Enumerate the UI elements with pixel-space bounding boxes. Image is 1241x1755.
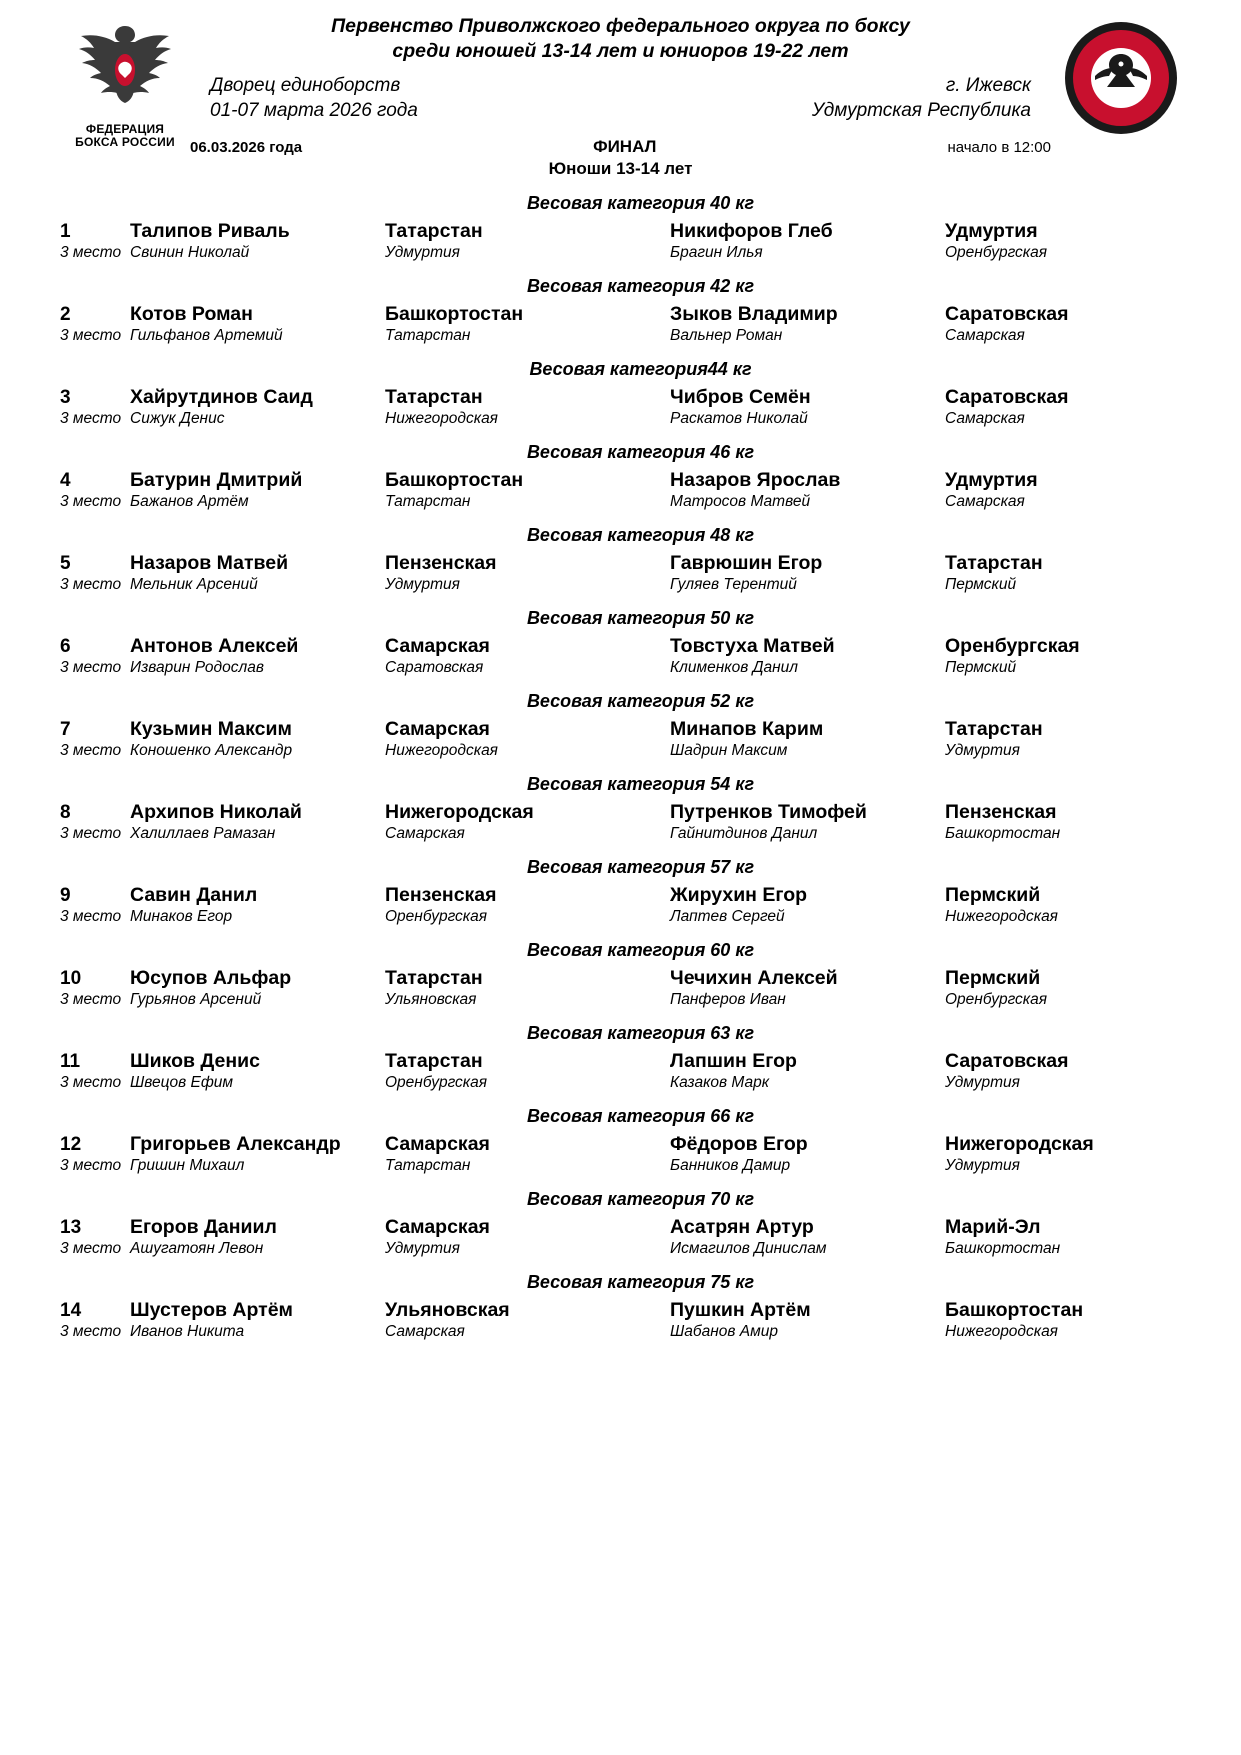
third-place-row bbox=[60, 825, 1181, 843]
second-place-name: Асатрян Артур bbox=[670, 1216, 814, 1239]
event-title-line1: Первенство Приволжского федерального округа по боксу bbox=[331, 15, 910, 37]
third-place-name-1: Бажанов Артём bbox=[130, 493, 249, 511]
third-place-region-2: Самарская bbox=[945, 327, 1025, 345]
venue-name: Дворец единоборств bbox=[210, 74, 401, 96]
third-place-label: 3 место bbox=[60, 908, 122, 926]
third-place-region-2: Пермский bbox=[945, 576, 1017, 594]
third-place-region-2: Нижегородская bbox=[945, 1323, 1058, 1341]
third-place-label: 3 место bbox=[60, 1074, 122, 1092]
weight-category-title: Весовая категория 48 кг bbox=[526, 525, 755, 546]
third-place-region-2: Нижегородская bbox=[945, 908, 1058, 926]
weight-category-block bbox=[60, 691, 1181, 760]
second-place-name: Чибров Семён bbox=[670, 386, 811, 409]
third-place-row bbox=[60, 659, 1181, 677]
first-place-name: Юсупов Альфар bbox=[130, 967, 292, 990]
session-stage: ФИНАЛ bbox=[593, 137, 657, 157]
udmurtia-boxing-logo bbox=[1061, 18, 1181, 138]
third-place-row bbox=[60, 244, 1181, 262]
first-place-name: Талипов Риваль bbox=[130, 220, 290, 243]
first-place-name: Григорьев Александр bbox=[130, 1133, 341, 1156]
winner-row bbox=[60, 801, 1181, 824]
third-place-row bbox=[60, 493, 1181, 511]
third-place-name-1: Коношенко Александр bbox=[130, 742, 293, 760]
third-place-region-1: Самарская bbox=[385, 1323, 465, 1341]
third-place-name-2: Шадрин Максим bbox=[670, 742, 788, 760]
third-place-name-1: Гурьянов Арсений bbox=[130, 991, 262, 1009]
third-place-region-2: Удмуртия bbox=[945, 742, 1020, 760]
third-place-name-2: Гуляев Терентий bbox=[670, 576, 797, 594]
second-place-region: Удмуртия bbox=[945, 220, 1038, 243]
weight-category-title: Весовая категория44 кг bbox=[529, 359, 752, 380]
third-place-region-1: Татарстан bbox=[385, 327, 471, 345]
third-place-name-2: Гайнитдинов Данил bbox=[670, 825, 818, 843]
weight-category-block bbox=[60, 442, 1181, 511]
bout-number: 10 bbox=[60, 968, 82, 990]
second-place-name: Чечихин Алексей bbox=[670, 967, 838, 990]
second-place-region: Пермский bbox=[945, 884, 1041, 907]
weight-category-list bbox=[60, 193, 1181, 1341]
first-place-region: Татарстан bbox=[385, 1050, 483, 1073]
third-place-name-2: Раскатов Николай bbox=[670, 410, 808, 428]
bout-number: 11 bbox=[60, 1051, 81, 1073]
third-place-region-2: Башкортостан bbox=[945, 1240, 1061, 1258]
bout-number: 2 bbox=[60, 304, 71, 326]
first-place-region: Ульяновская bbox=[385, 1299, 510, 1322]
second-place-name: Зыков Владимир bbox=[670, 303, 838, 326]
third-place-region-1: Удмуртия bbox=[385, 1240, 460, 1258]
bout-number: 12 bbox=[60, 1134, 82, 1156]
third-place-region-2: Самарская bbox=[945, 410, 1025, 428]
first-place-name: Батурин Дмитрий bbox=[130, 469, 303, 492]
weight-category-block bbox=[60, 774, 1181, 843]
first-place-name: Котов Роман bbox=[130, 303, 253, 326]
weight-category-block bbox=[60, 857, 1181, 926]
third-place-name-1: Гришин Михаил bbox=[130, 1157, 245, 1175]
first-place-name: Назаров Матвей bbox=[130, 552, 289, 575]
winner-row bbox=[60, 1299, 1181, 1322]
third-place-region-1: Татарстан bbox=[385, 493, 471, 511]
third-place-label: 3 место bbox=[60, 410, 122, 428]
third-place-label: 3 место bbox=[60, 576, 122, 594]
weight-category-title: Весовая категория 66 кг bbox=[526, 1106, 755, 1127]
first-place-name: Егоров Даниил bbox=[130, 1216, 277, 1239]
third-place-name-1: Иванов Никита bbox=[130, 1323, 245, 1341]
first-place-name: Савин Данил bbox=[130, 884, 258, 907]
weight-category-block bbox=[60, 193, 1181, 262]
third-place-row bbox=[60, 908, 1181, 926]
weight-category-title: Весовая категория 52 кг bbox=[526, 691, 755, 712]
third-place-region-2: Оренбургская bbox=[945, 991, 1048, 1009]
third-place-name-2: Казаков Марк bbox=[670, 1074, 770, 1092]
weight-category-title: Весовая категория 70 кг bbox=[526, 1189, 755, 1210]
second-place-region: Марий-Эл bbox=[945, 1216, 1041, 1239]
bout-number: 3 bbox=[60, 387, 71, 409]
bout-number: 5 bbox=[60, 553, 71, 575]
second-place-region: Пензенская bbox=[945, 801, 1057, 824]
bout-number: 1 bbox=[60, 221, 71, 243]
second-place-region: Башкортостан bbox=[945, 1299, 1084, 1322]
third-place-label: 3 место bbox=[60, 1323, 122, 1341]
winner-row bbox=[60, 1050, 1181, 1073]
third-place-row bbox=[60, 991, 1181, 1009]
third-place-label: 3 место bbox=[60, 825, 122, 843]
third-place-row bbox=[60, 1157, 1181, 1175]
eagle-icon bbox=[70, 20, 180, 116]
first-place-region: Башкортостан bbox=[385, 469, 524, 492]
first-place-region: Пензенская bbox=[385, 552, 497, 575]
second-place-name: Путренков Тимофей bbox=[670, 801, 867, 824]
russian-boxing-federation-logo bbox=[60, 20, 190, 149]
bout-number: 8 bbox=[60, 802, 71, 824]
event-title bbox=[210, 14, 1031, 64]
second-place-region: Татарстан bbox=[945, 552, 1043, 575]
third-place-name-2: Банников Дамир bbox=[670, 1157, 791, 1175]
weight-category-block bbox=[60, 1106, 1181, 1175]
weight-category-block bbox=[60, 1189, 1181, 1258]
event-city: г. Ижевск bbox=[945, 74, 1031, 96]
second-place-region: Удмуртия bbox=[945, 469, 1038, 492]
second-place-region: Саратовская bbox=[945, 303, 1069, 326]
third-place-region-1: Нижегородская bbox=[385, 742, 498, 760]
second-place-region: Оренбургская bbox=[945, 635, 1080, 658]
bout-number: 13 bbox=[60, 1217, 82, 1239]
third-place-region-1: Саратовская bbox=[385, 659, 484, 677]
second-place-name: Лапшин Егор bbox=[670, 1050, 797, 1073]
second-place-name: Фёдоров Егор bbox=[670, 1133, 808, 1156]
weight-category-block bbox=[60, 359, 1181, 428]
third-place-name-1: Ашугатоян Левон bbox=[130, 1240, 264, 1258]
third-place-region-2: Башкортостан bbox=[945, 825, 1061, 843]
third-place-region-2: Пермский bbox=[945, 659, 1017, 677]
third-place-name-1: Минаков Егор bbox=[130, 908, 233, 926]
bout-number: 4 bbox=[60, 470, 71, 492]
federation-name-line1: ФЕДЕРАЦИЯ bbox=[85, 122, 165, 136]
first-place-name: Архипов Николай bbox=[130, 801, 302, 824]
second-place-region: Татарстан bbox=[945, 718, 1043, 741]
bout-number: 14 bbox=[60, 1300, 82, 1322]
weight-category-title: Весовая категория 63 кг bbox=[526, 1023, 755, 1044]
document-header bbox=[60, 14, 1181, 179]
weight-category-block bbox=[60, 1272, 1181, 1341]
weight-category-title: Весовая категория 46 кг bbox=[526, 442, 755, 463]
third-place-region-1: Ульяновская bbox=[385, 991, 477, 1009]
third-place-row bbox=[60, 410, 1181, 428]
winner-row bbox=[60, 386, 1181, 409]
third-place-region-1: Удмуртия bbox=[385, 576, 460, 594]
winner-row bbox=[60, 967, 1181, 990]
weight-category-title: Весовая категория 54 кг bbox=[526, 774, 755, 795]
winner-row bbox=[60, 220, 1181, 243]
bout-number: 6 bbox=[60, 636, 71, 658]
session-meta-row bbox=[190, 137, 1051, 157]
third-place-name-1: Халиллаев Рамазан bbox=[130, 825, 276, 843]
third-place-region-1: Оренбургская bbox=[385, 908, 488, 926]
event-title-line2: среди юношей 13-14 лет и юниоров 19-22 лет bbox=[392, 39, 849, 62]
federation-name-line2: БОКСА РОССИИ bbox=[75, 135, 175, 150]
weight-category-title: Весовая категория 40 кг bbox=[526, 193, 755, 214]
second-place-name: Товстуха Матвей bbox=[670, 635, 835, 658]
winner-row bbox=[60, 1133, 1181, 1156]
weight-category-block bbox=[60, 525, 1181, 594]
second-place-region: Пермский bbox=[945, 967, 1041, 990]
weight-category-block bbox=[60, 940, 1181, 1009]
event-dates: 01-07 марта 2026 года bbox=[210, 99, 418, 121]
third-place-row bbox=[60, 1074, 1181, 1092]
event-republic: Удмуртская Республика bbox=[811, 99, 1031, 121]
winner-row bbox=[60, 718, 1181, 741]
third-place-name-1: Свинин Николай bbox=[130, 244, 250, 262]
second-place-name: Гаврюшин Егор bbox=[670, 552, 823, 575]
first-place-name: Антонов Алексей bbox=[130, 635, 299, 658]
first-place-region: Башкортостан bbox=[385, 303, 524, 326]
third-place-region-1: Татарстан bbox=[385, 1157, 471, 1175]
third-place-name-1: Мельник Арсений bbox=[130, 576, 258, 594]
third-place-label: 3 место bbox=[60, 742, 122, 760]
third-place-name-2: Брагин Илья bbox=[670, 244, 763, 262]
third-place-name-1: Гильфанов Артемий bbox=[130, 327, 283, 345]
first-place-region: Нижегородская bbox=[385, 801, 534, 824]
bout-number: 7 bbox=[60, 719, 71, 741]
second-place-name: Минапов Карим bbox=[670, 718, 824, 741]
second-place-name: Никифоров Глеб bbox=[670, 220, 833, 243]
second-place-name: Назаров Ярослав bbox=[670, 469, 841, 492]
third-place-row bbox=[60, 327, 1181, 345]
third-place-region-1: Оренбургская bbox=[385, 1074, 488, 1092]
second-place-name: Жирухин Егор bbox=[670, 884, 808, 907]
first-place-name: Шустеров Артём bbox=[130, 1299, 293, 1322]
session-date: 06.03.2026 года bbox=[190, 139, 303, 157]
third-place-row bbox=[60, 576, 1181, 594]
second-place-region: Саратовская bbox=[945, 386, 1069, 409]
third-place-label: 3 место bbox=[60, 244, 122, 262]
third-place-label: 3 место bbox=[60, 1157, 122, 1175]
third-place-name-1: Швецов Ефим bbox=[130, 1074, 234, 1092]
third-place-name-2: Панферов Иван bbox=[670, 991, 786, 1009]
weight-category-title: Весовая категория 60 кг bbox=[526, 940, 755, 961]
second-place-region: Саратовская bbox=[945, 1050, 1069, 1073]
third-place-name-2: Исмагилов Динислам bbox=[670, 1240, 827, 1258]
venue-location-row bbox=[210, 74, 1031, 123]
weight-category-title: Весовая категория 57 кг bbox=[526, 857, 755, 878]
first-place-name: Шиков Денис bbox=[130, 1050, 260, 1073]
third-place-row bbox=[60, 742, 1181, 760]
winner-row bbox=[60, 303, 1181, 326]
third-place-region-2: Удмуртия bbox=[945, 1157, 1020, 1175]
third-place-label: 3 место bbox=[60, 493, 122, 511]
third-place-region-1: Нижегородская bbox=[385, 410, 498, 428]
weight-category-block bbox=[60, 276, 1181, 345]
first-place-region: Самарская bbox=[385, 1133, 490, 1156]
third-place-name-2: Матросов Матвей bbox=[670, 493, 811, 511]
winner-row bbox=[60, 469, 1181, 492]
first-place-region: Татарстан bbox=[385, 386, 483, 409]
third-place-name-1: Сижук Денис bbox=[130, 410, 225, 428]
winner-row bbox=[60, 884, 1181, 907]
session-start-time: начало в 12:00 bbox=[947, 139, 1051, 157]
first-place-name: Хайрутдинов Саид bbox=[130, 386, 313, 409]
second-place-name: Пушкин Артём bbox=[670, 1299, 811, 1322]
winner-row bbox=[60, 1216, 1181, 1239]
third-place-row bbox=[60, 1323, 1181, 1341]
third-place-name-2: Шабанов Амир bbox=[670, 1323, 778, 1341]
weight-category-title: Весовая категория 50 кг bbox=[526, 608, 755, 629]
third-place-region-2: Оренбургская bbox=[945, 244, 1048, 262]
winner-row bbox=[60, 552, 1181, 575]
weight-category-block bbox=[60, 608, 1181, 677]
third-place-name-2: Клименков Данил bbox=[670, 659, 799, 677]
first-place-region: Самарская bbox=[385, 718, 490, 741]
third-place-region-2: Самарская bbox=[945, 493, 1025, 511]
first-place-region: Татарстан bbox=[385, 967, 483, 990]
first-place-region: Татарстан bbox=[385, 220, 483, 243]
third-place-row bbox=[60, 1240, 1181, 1258]
first-place-region: Пензенская bbox=[385, 884, 497, 907]
second-place-region: Нижегородская bbox=[945, 1133, 1094, 1156]
third-place-label: 3 место bbox=[60, 1240, 122, 1258]
third-place-name-2: Лаптев Сергей bbox=[670, 908, 785, 926]
third-place-name-1: Изварин Родослав bbox=[130, 659, 264, 677]
winner-row bbox=[60, 635, 1181, 658]
third-place-region-1: Удмуртия bbox=[385, 244, 460, 262]
weight-category-title: Весовая категория 75 кг bbox=[526, 1272, 755, 1293]
third-place-region-2: Удмуртия bbox=[945, 1074, 1020, 1092]
weight-category-title: Весовая категория 42 кг bbox=[526, 276, 755, 297]
weight-category-block bbox=[60, 1023, 1181, 1092]
third-place-name-2: Вальнер Роман bbox=[670, 327, 783, 345]
first-place-region: Самарская bbox=[385, 635, 490, 658]
swan-emblem-icon bbox=[1061, 18, 1181, 138]
third-place-label: 3 место bbox=[60, 991, 122, 1009]
first-place-region: Самарская bbox=[385, 1216, 490, 1239]
third-place-region-1: Самарская bbox=[385, 825, 465, 843]
third-place-label: 3 место bbox=[60, 659, 122, 677]
first-place-name: Кузьмин Максим bbox=[130, 718, 292, 741]
third-place-label: 3 место bbox=[60, 327, 122, 345]
bout-number: 9 bbox=[60, 885, 71, 907]
age-group-title: Юноши 13-14 лет bbox=[548, 159, 693, 179]
